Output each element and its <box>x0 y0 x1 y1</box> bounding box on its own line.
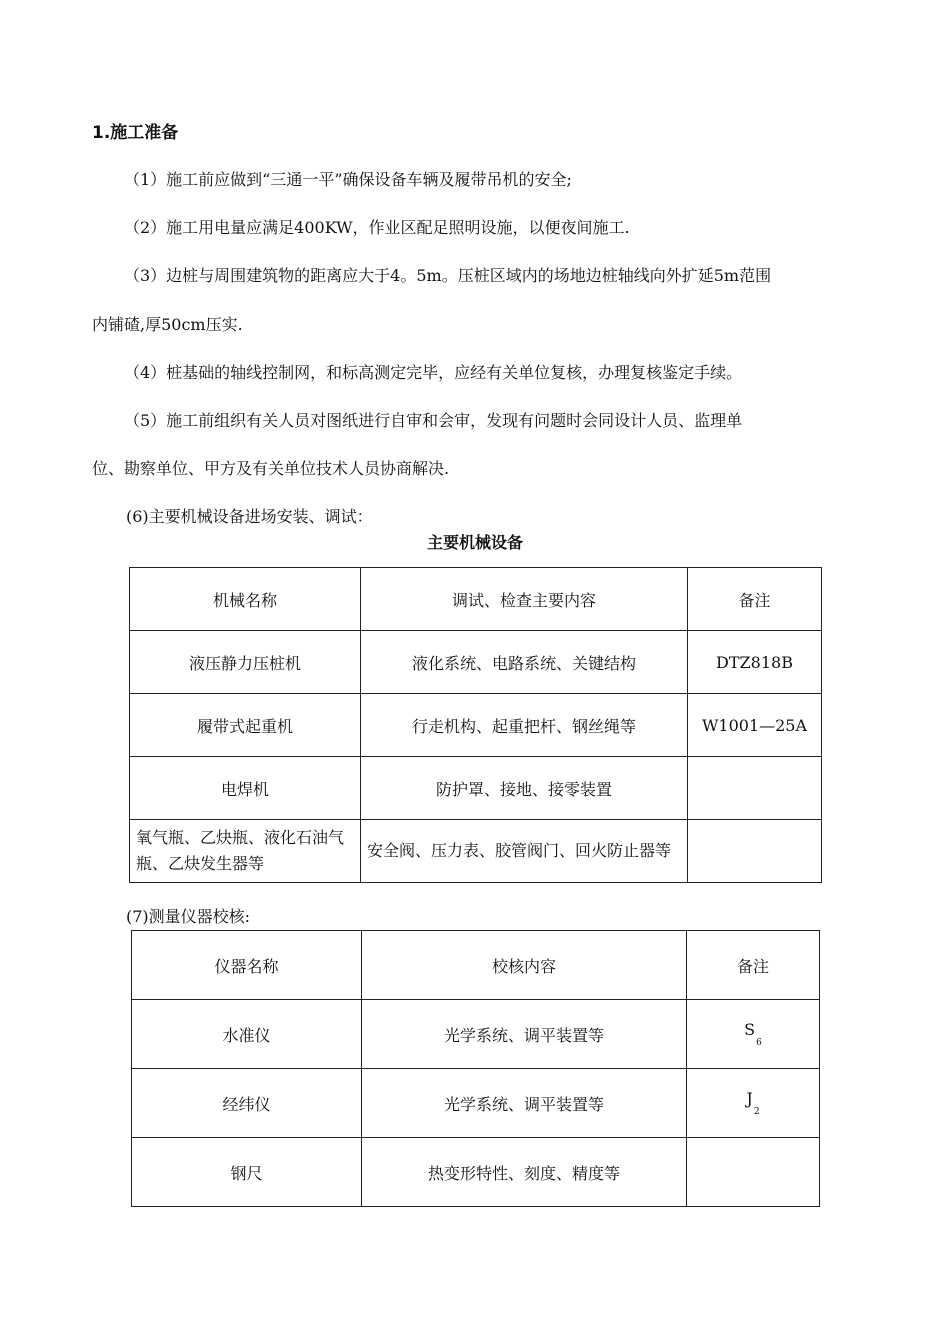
paragraph-6: (6)主要机械设备进场安装、调试： <box>126 507 373 526</box>
table-cell: 光学系统、调平装置等 <box>362 1069 687 1138</box>
machine-table-title: 主要机械设备 <box>426 533 523 552</box>
table-cell <box>688 757 822 820</box>
paragraph-2: （2）施工用电量应满足400KW，作业区配足照明设施，以便夜间施工. <box>124 218 630 237</box>
table-cell: 履带式起重机 <box>130 694 361 757</box>
table-cell: 液化系统、电路系统、关键结构 <box>361 631 688 694</box>
header-cell: 校核内容 <box>362 931 687 1000</box>
paragraph-5-line-2: 位、勘察单位、甲方及有关单位技术人员协商解决. <box>92 459 450 478</box>
table-row <box>130 694 822 757</box>
paragraph-4: （4）桩基础的轴线控制网，和标高测定完毕，应经有关单位复核，办理复核鉴定手续。 <box>124 363 743 382</box>
header-cell: 备注 <box>688 568 822 631</box>
model-code: S <box>744 1020 756 1039</box>
table-cell <box>687 1069 820 1138</box>
paragraph-7: (7)测量仪器校核: <box>126 907 251 926</box>
machine-equipment-table <box>129 567 822 883</box>
table-cell: 光学系统、调平装置等 <box>362 1000 687 1069</box>
table-cell: 防护罩、接地、接零装置 <box>361 757 688 820</box>
header-cell: 备注 <box>687 931 820 1000</box>
model-subscript: 2 <box>753 1107 760 1117</box>
table-cell <box>687 1138 820 1207</box>
paragraph-3-line-2: 内铺碴,厚50cm压实. <box>92 315 243 334</box>
table-row <box>132 1069 820 1138</box>
instrument-calibration-table <box>131 930 820 1207</box>
paragraph-1: （1）施工前应做到“三通一平”确保设备车辆及履带吊机的安全; <box>124 170 572 189</box>
table-cell: 氧气瓶、乙炔瓶、液化石油气瓶、乙炔发生器等 <box>130 820 361 883</box>
table-cell: W1001—25A <box>688 694 822 757</box>
table-cell: 行走机构、起重把杆、钢丝绳等 <box>361 694 688 757</box>
table-row <box>132 1138 820 1207</box>
table-cell: 水准仪 <box>132 1000 362 1069</box>
table-cell: 液压静力压桩机 <box>130 631 361 694</box>
header-cell: 调试、检查主要内容 <box>361 568 688 631</box>
table-row <box>130 631 822 694</box>
table-cell: 热变形特性、刻度、精度等 <box>362 1138 687 1207</box>
table-cell <box>688 820 822 883</box>
table-cell <box>687 1000 820 1069</box>
paragraph-3-line-1: （3）边桩与周围建筑物的距离应大于4。5m。压桩区域内的场地边桩轴线向外扩延5m范围 <box>124 266 772 285</box>
header-cell: 机械名称 <box>130 568 361 631</box>
header-cell: 仪器名称 <box>132 931 362 1000</box>
table-header-row <box>130 568 822 631</box>
table-cell: 电焊机 <box>130 757 361 820</box>
table-row <box>130 757 822 820</box>
paragraph-5-line-1: （5）施工前组织有关人员对图纸进行自审和会审，发现有问题时会同设计人员、监理单 <box>124 411 743 430</box>
table-cell: 钢尺 <box>132 1138 362 1207</box>
table-row <box>130 820 822 883</box>
table-header-row <box>132 931 820 1000</box>
table-cell: 安全阀、压力表、胶管阀门、回火防止器等 <box>361 820 688 883</box>
section-heading: 1.施工准备 <box>92 123 179 143</box>
model-code: J <box>746 1089 753 1108</box>
table-cell: 经纬仪 <box>132 1069 362 1138</box>
model-subscript: 6 <box>756 1038 762 1048</box>
table-cell: DTZ818B <box>688 631 822 694</box>
table-row <box>132 1000 820 1069</box>
